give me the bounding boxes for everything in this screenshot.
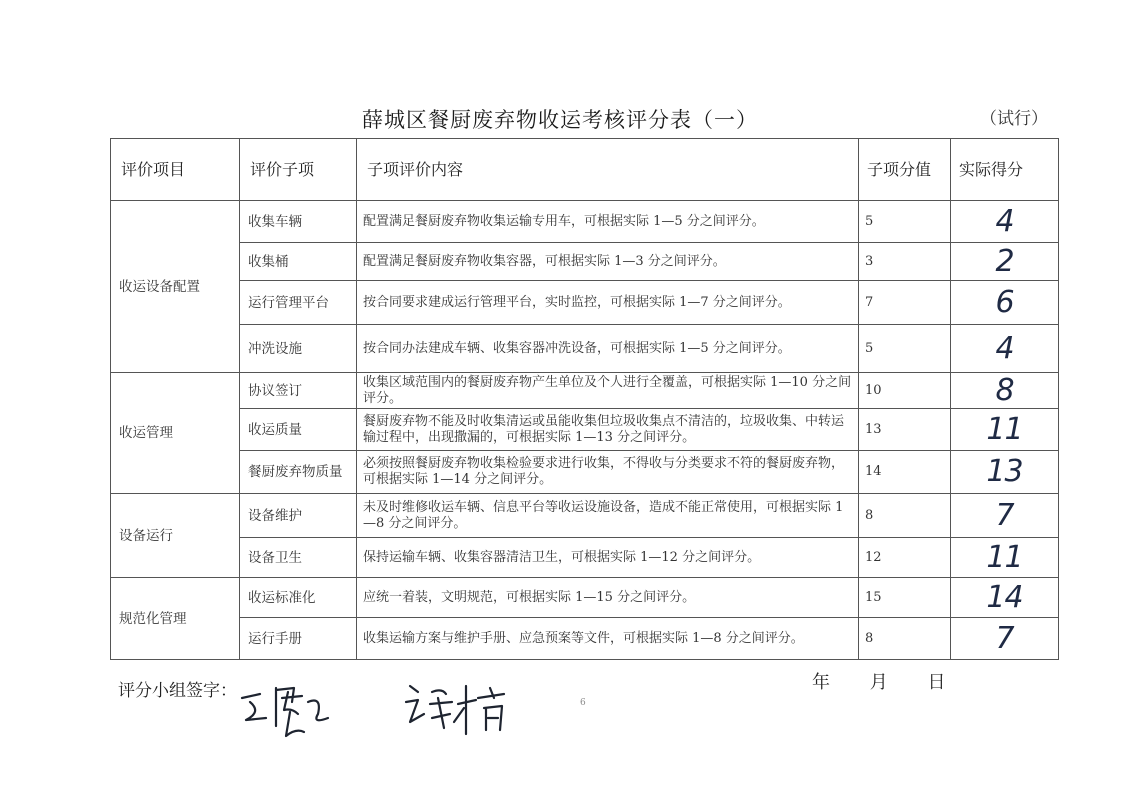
header-row <box>111 139 1059 201</box>
content-cell: 未及时维修收运车辆、信息平台等收运设施设备，造成不能正常使用，可根据实际 1—8 分之间评分。 <box>357 494 859 538</box>
date-month: 月 <box>869 672 888 693</box>
actual-score-cell: 7 <box>951 494 1059 538</box>
content-cell: 按合同要求建成运行管理平台，实时监控，可根据实际 1—7 分之间评分。 <box>357 281 859 325</box>
page-number: 6 <box>580 698 586 708</box>
table-row <box>111 281 1059 325</box>
subitem-cell: 餐厨废弃物质量 <box>240 451 357 494</box>
table-row <box>111 451 1059 494</box>
table-row <box>111 201 1059 243</box>
content-cell: 配置满足餐厨废弃物收集运输专用车，可根据实际 1—5 分之间评分。 <box>357 201 859 243</box>
content-cell: 收集区域范围内的餐厨废弃物产生单位及个人进行全覆盖，可根据实际 1—10 分之间评分。 <box>357 373 859 409</box>
table-row <box>111 538 1059 578</box>
actual-score-cell: 6 <box>951 281 1059 325</box>
subitem-cell: 运行手册 <box>240 618 357 660</box>
max-score-cell: 3 <box>859 243 951 281</box>
actual-score-cell: 11 <box>951 409 1059 451</box>
table-row <box>111 618 1059 660</box>
table-row <box>111 578 1059 618</box>
header-subitem: 评价子项 <box>240 139 357 201</box>
date-line <box>812 668 979 694</box>
category-cell: 规范化管理 <box>111 578 240 660</box>
scoring-table <box>110 138 1059 660</box>
category-cell: 收运设备配置 <box>111 201 240 373</box>
max-score-cell: 8 <box>859 494 951 538</box>
header-category: 评价项目 <box>111 139 240 201</box>
content-cell: 应统一着装，文明规范，可根据实际 1—15 分之间评分。 <box>357 578 859 618</box>
content-cell: 保持运输车辆、收集容器清洁卫生，可根据实际 1—12 分之间评分。 <box>357 538 859 578</box>
subitem-cell: 收运质量 <box>240 409 357 451</box>
content-cell: 餐厨废弃物不能及时收集清运或虽能收集但垃圾收集点不清洁的，垃圾收集、中转运输过程中，出现撒漏的，可根据实际 1—13 分之间评分。 <box>357 409 859 451</box>
max-score-cell: 8 <box>859 618 951 660</box>
subitem-cell: 收集车辆 <box>240 201 357 243</box>
category-cell: 设备运行 <box>111 494 240 578</box>
max-score-cell: 14 <box>859 451 951 494</box>
handwritten-signature <box>232 668 532 748</box>
max-score-cell: 10 <box>859 373 951 409</box>
subitem-cell: 收集桶 <box>240 243 357 281</box>
trial-label: （试行） <box>980 109 1048 129</box>
max-score-cell: 12 <box>859 538 951 578</box>
table-row <box>111 243 1059 281</box>
actual-score-cell: 11 <box>951 538 1059 578</box>
actual-score-cell: 13 <box>951 451 1059 494</box>
date-year: 年 <box>812 672 830 693</box>
content-cell: 必须按照餐厨废弃物收集检验要求进行收集，不得收与分类要求不符的餐厨废弃物，可根据实际 1—14 分之间评分。 <box>357 451 859 494</box>
date-day: 日 <box>927 672 946 693</box>
header-actual-score: 实际得分 <box>951 139 1059 201</box>
max-score-cell: 5 <box>859 325 951 373</box>
table-row <box>111 373 1059 409</box>
table-row <box>111 409 1059 451</box>
actual-score-cell: 2 <box>951 243 1059 281</box>
content-cell: 收集运输方案与维护手册、应急预案等文件，可根据实际 1—8 分之间评分。 <box>357 618 859 660</box>
header-max-score: 子项分值 <box>859 139 951 201</box>
max-score-cell: 7 <box>859 281 951 325</box>
subitem-cell: 冲洗设施 <box>240 325 357 373</box>
subitem-cell: 协议签订 <box>240 373 357 409</box>
actual-score-cell: 4 <box>951 201 1059 243</box>
actual-score-cell: 7 <box>951 618 1059 660</box>
page-title: 薛城区餐厨废弃物收运考核评分表（一） <box>362 108 758 132</box>
max-score-cell: 5 <box>859 201 951 243</box>
max-score-cell: 13 <box>859 409 951 451</box>
subitem-cell: 运行管理平台 <box>240 281 357 325</box>
subitem-cell: 设备卫生 <box>240 538 357 578</box>
actual-score-cell: 4 <box>951 325 1059 373</box>
table-row <box>111 325 1059 373</box>
category-cell: 收运管理 <box>111 373 240 494</box>
content-cell: 按合同办法建成车辆、收集容器冲洗设备，可根据实际 1—5 分之间评分。 <box>357 325 859 373</box>
actual-score-cell: 14 <box>951 578 1059 618</box>
content-cell: 配置满足餐厨废弃物收集容器，可根据实际 1—3 分之间评分。 <box>357 243 859 281</box>
subitem-cell: 收运标准化 <box>240 578 357 618</box>
subitem-cell: 设备维护 <box>240 494 357 538</box>
table-row <box>111 494 1059 538</box>
max-score-cell: 15 <box>859 578 951 618</box>
signature-label: 评分小组签字： <box>118 681 237 701</box>
header-content: 子项评价内容 <box>357 139 859 201</box>
actual-score-cell: 8 <box>951 373 1059 409</box>
